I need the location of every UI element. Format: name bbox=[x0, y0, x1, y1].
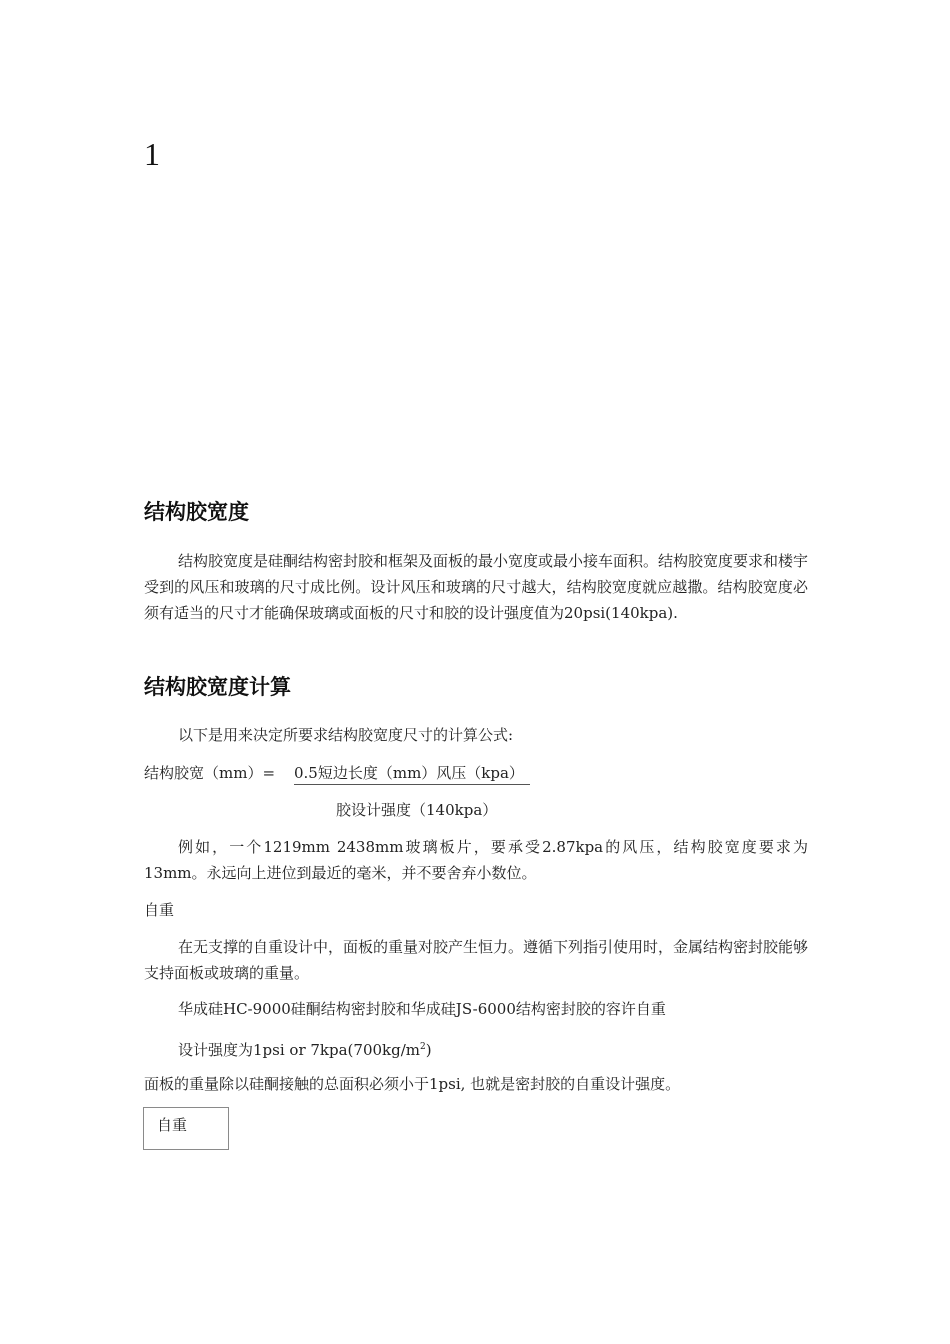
formula-lhs: 结构胶宽（mm）= bbox=[144, 764, 276, 782]
design-strength-prefix: 设计强度为1psi or 7kpa(700kg/m bbox=[178, 1041, 421, 1059]
design-strength-suffix: ) bbox=[425, 1041, 432, 1059]
design-strength-line bbox=[178, 1036, 432, 1061]
self-weight-box-label: 自重 bbox=[157, 1116, 188, 1134]
section-heading-width-calculation: 结构胶宽度计算 bbox=[144, 675, 291, 699]
formula-denominator: 胶设计强度（140kpa） bbox=[336, 801, 498, 819]
product-line: 华成硅HC-9000硅酮结构密封胶和华成硅JS-6000结构密封胶的容许自重 bbox=[178, 1000, 666, 1018]
panel-weight-line: 面板的重量除以硅酮接触的总面积必须小于1psi, 也就是密封胶的自重设计强度。 bbox=[144, 1075, 681, 1093]
section-heading-sealant-width: 结构胶宽度 bbox=[144, 500, 249, 524]
self-weight-label: 自重 bbox=[144, 901, 175, 919]
formula-numerator: 0.5短边长度（mm）风压（kpa） bbox=[294, 762, 530, 785]
paragraph-sealant-width: 结构胶宽度是硅酮结构密封胶和框架及面板的最小宽度或最小接车面积。结构胶宽度要求和楼宇受到的风压和玻璃的尺寸成比例。设计风压和玻璃的尺寸越大，结构胶宽度就应越撒。结构胶宽度必须有适当的尺寸才能确保玻璃或面板的尺寸和胶的设计强度值为20psi(140kpa). bbox=[144, 552, 809, 622]
paragraph-self-weight: 在无支撑的自重设计中，面板的重量对胶产生恒力。遵循下列指引使用时，金属结构密封胶能够支持面板或玻璃的重量。 bbox=[144, 938, 809, 982]
design-strength-superscript: 2 bbox=[420, 1042, 426, 1052]
paragraph-example: 例如，一个1219mm 2438mm玻璃板片，要承受2.87kpa的风压，结构胶宽度要求为13mm。永远向上进位到最近的毫米，并不要舍弃小数位。 bbox=[144, 838, 808, 882]
page-number: 1 bbox=[144, 136, 160, 172]
calculation-intro: 以下是用来决定所要求结构胶宽度尺寸的计算公式: bbox=[178, 726, 514, 744]
self-weight-box bbox=[143, 1107, 229, 1150]
